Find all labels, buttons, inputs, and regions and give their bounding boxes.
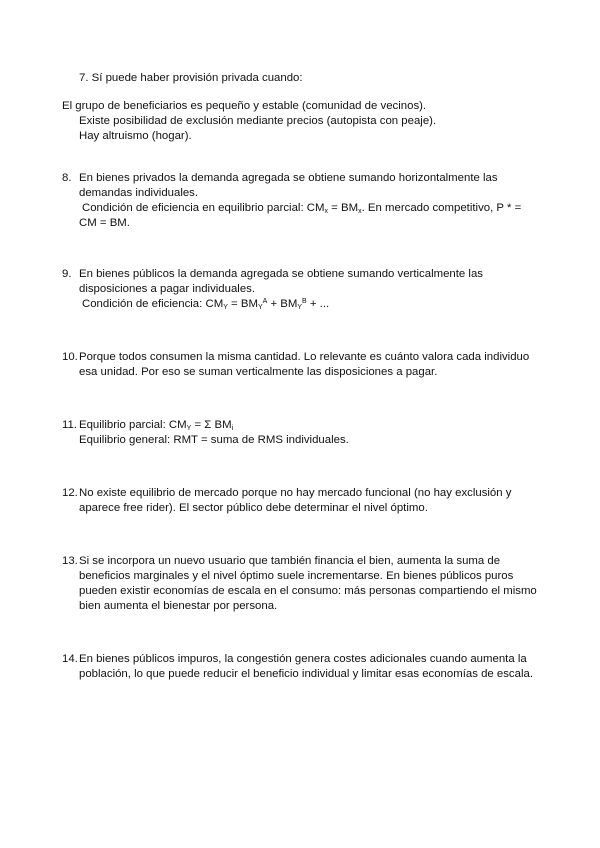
- answer-8-efficiency-condition: Condición de eficiencia en equilibrio parcial: $CM_x = BM_x$. En mercado competitivo, P * =: [82, 202, 522, 215]
- answer-11-partial-equilibrium: Equilibrio parcial: $CM_Y = \Sigma$ $BM_i$: [79, 419, 234, 432]
- answer-7-line-1: El grupo de beneficiarios es pequeño y estable (comunidad de vecinos).: [62, 100, 427, 112]
- answer-14-line-1: En bienes públicos impuros, la congestión genera costes adicionales cuando aumenta la: [79, 653, 527, 665]
- answer-12-number: 12.: [62, 487, 78, 499]
- answer-7-line-3: Hay altruismo (hogar).: [79, 130, 192, 142]
- answer-9-efficiency-condition: Condición de eficiencia: $CM_Y = BM_Y^A + BM_Y^B$ + ...: [82, 298, 330, 311]
- answer-9-line-1: En bienes públicos la demanda agregada se obtiene sumando verticalmente las: [79, 268, 483, 280]
- answer-12-line-2: aparece free rider). El sector público debe determinar el nivel óptimo.: [79, 502, 428, 514]
- answer-13-line-1: Si se incorpora un nuevo usuario que también financia el bien, aumenta la suma de: [79, 555, 501, 567]
- answer-13-line-3: pueden existir economías de escala en el consumo: más personas compartiendo el mismo: [79, 585, 537, 597]
- answer-10-line-2: esa unidad. Por eso se suman verticalmente las disposiciones a pagar.: [79, 366, 438, 378]
- answer-8-line-2: demandas individuales.: [79, 187, 199, 199]
- answer-11-general-equilibrium: Equilibrio general: RMT = suma de RMS individuales.: [79, 434, 349, 446]
- answer-13-line-2: beneficios marginales y el nivel óptimo suele incrementarse. En bienes públicos puros: [79, 570, 514, 582]
- answer-13-number: 13.: [62, 555, 78, 567]
- answer-9-number: 9.: [62, 268, 72, 280]
- answer-14-number: 14.: [62, 653, 78, 665]
- answer-14-line-2: población, lo que puede reducir el beneficio individual y limitar esas economías de escala.: [79, 668, 533, 680]
- answer-12-line-1: No existe equilibrio de mercado porque no hay mercado funcional (no hay exclusión y: [79, 487, 512, 499]
- answer-8-number: 8.: [62, 172, 72, 184]
- answer-9-line-2: disposiciones a pagar individuales.: [79, 283, 256, 295]
- answer-7-line-2: Existe posibilidad de exclusión mediante precios (autopista con peaje).: [79, 115, 437, 127]
- answer-11-number: 11.: [62, 419, 77, 431]
- answer-13-line-4: bien aumenta el bienestar por persona.: [79, 600, 278, 612]
- answer-10-line-1: Porque todos consumen la misma cantidad. Lo relevante es cuánto valora cada individuo: [79, 351, 530, 363]
- answer-8-line-1: En bienes privados la demanda agregada se obtiene sumando horizontalmente las: [79, 172, 498, 184]
- answer-8-line-4: CM = BM.: [79, 217, 130, 229]
- answer-7-title: 7. Sí puede haber provisión privada cuando:: [79, 72, 303, 84]
- answer-10-number: 10.: [62, 351, 78, 363]
